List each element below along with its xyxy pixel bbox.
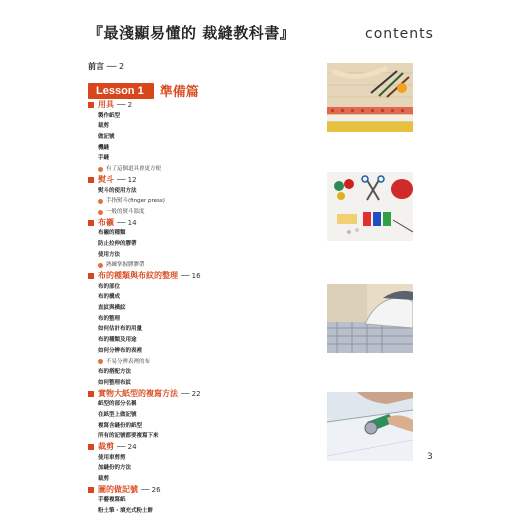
toc-section-label: 裁剪	[98, 442, 114, 451]
photo-cutting	[327, 392, 413, 461]
toc-item[interactable]: 複寫含縫份的紙型	[98, 422, 143, 429]
book-title: 『最淺顯易懂的 裁縫教科書』	[88, 24, 296, 42]
toc-item[interactable]: 布襯的種類	[98, 230, 126, 237]
photo-notions	[327, 172, 413, 241]
preface-page: ── 2	[106, 62, 125, 71]
lesson-header	[88, 81, 199, 100]
toc-section[interactable]	[88, 100, 298, 111]
square-bullet-icon	[88, 220, 94, 226]
toc-item[interactable]: 手縫	[98, 155, 110, 162]
toc-item[interactable]: 製作紙型	[98, 112, 121, 119]
toc-tip-label: 手指熨斗(finger press)	[106, 198, 165, 205]
toc-item[interactable]: 布的部位	[98, 283, 121, 290]
toc-item[interactable]: 如何分辨布的表裡	[98, 347, 143, 354]
square-bullet-icon	[88, 487, 94, 493]
toc-item[interactable]: 使用車剪剪	[98, 454, 126, 461]
dot-bullet-icon	[98, 199, 103, 204]
toc-section[interactable]	[88, 389, 298, 400]
toc-section[interactable]	[88, 442, 298, 453]
toc-section-label: 布的種類與布紋的整理	[98, 271, 178, 280]
toc-item[interactable]: 粉土筆・填充式粉土餅	[98, 508, 154, 515]
toc-section-page: ── 16	[181, 272, 201, 280]
toc-section-page: ── 24	[117, 443, 137, 451]
toc-tip	[88, 164, 298, 175]
toc-item[interactable]: 做記號	[98, 134, 115, 141]
toc-item[interactable]: 紙型的部分名稱	[98, 401, 137, 408]
toc-section-label: 圖的做記號	[98, 484, 138, 494]
square-bullet-icon	[88, 391, 94, 397]
toc-item[interactable]: 加縫份的方法	[98, 465, 132, 472]
table-of-contents	[88, 100, 298, 517]
toc-section-page: ── 14	[117, 218, 137, 227]
toc-item[interactable]: 布的搭配方法	[98, 369, 132, 376]
toc-section-label: 熨斗	[98, 174, 114, 184]
toc-item[interactable]: 裁剪	[98, 123, 110, 130]
square-bullet-icon	[88, 273, 94, 279]
toc-item[interactable]: 所有的記號都要複寫下來	[98, 433, 159, 440]
square-bullet-icon	[88, 444, 94, 450]
toc-tip-label: 一般的熨斗溫度	[106, 208, 145, 215]
toc-section-label: 用具	[98, 100, 114, 109]
toc-item[interactable]: 防止拉伸的膠帶	[98, 240, 137, 247]
toc-item[interactable]: 熨斗的使用方法	[98, 187, 137, 194]
preface-entry[interactable]	[88, 61, 124, 72]
dot-bullet-icon	[98, 167, 103, 172]
toc-tip-label: 熟練掌握膠膠帶	[106, 262, 145, 269]
preface-label: 前言	[88, 62, 104, 71]
dot-bullet-icon	[98, 263, 103, 268]
page-number: 3	[427, 452, 433, 462]
lesson-tag: Lesson 1	[88, 83, 154, 99]
toc-item[interactable]: 使用方法	[98, 251, 121, 258]
toc-item[interactable]: 布的種類及用途	[98, 337, 137, 344]
toc-item[interactable]: 機縫	[98, 144, 110, 151]
toc-section[interactable]	[88, 485, 298, 496]
toc-item[interactable]: 直紋與橫紋	[98, 305, 126, 312]
dot-bullet-icon	[98, 359, 103, 364]
toc-tip	[88, 196, 298, 207]
square-bullet-icon	[88, 102, 94, 108]
toc-tip-label: 不易分辨表裡的布	[106, 358, 151, 365]
toc-item[interactable]: 如何估計布的用量	[98, 326, 143, 333]
toc-section-page: ── 2	[117, 101, 133, 109]
toc-item[interactable]: 手藝複寫紙	[98, 497, 126, 504]
toc-section[interactable]	[88, 175, 298, 186]
dot-bullet-icon	[98, 210, 103, 215]
toc-section-page: ── 22	[181, 389, 201, 398]
lesson-title: 準備篇	[159, 85, 199, 100]
toc-section-label: 布襯	[98, 217, 114, 227]
square-bullet-icon	[88, 177, 94, 183]
toc-item[interactable]: 布的構成	[98, 294, 121, 301]
toc-item[interactable]: 裁剪	[98, 476, 110, 483]
contents-heading: contents	[365, 26, 434, 42]
toc-tip	[88, 260, 298, 271]
toc-section[interactable]	[88, 271, 298, 282]
toc-section[interactable]	[88, 218, 298, 229]
toc-tip	[88, 357, 298, 368]
photo-iron	[327, 284, 413, 353]
toc-section-page: ── 12	[117, 175, 137, 184]
toc-tip	[88, 207, 298, 218]
toc-item[interactable]: 布的整理	[98, 315, 121, 322]
photo-sewing-tools	[327, 63, 413, 132]
toc-section-label: 實物大紙型的複寫方法	[98, 388, 178, 398]
toc-item[interactable]: 如何整理布紋	[98, 379, 132, 386]
toc-item[interactable]: 在紙型上做記號	[98, 411, 137, 418]
toc-tip-label: 有了這個道具會更方便	[106, 166, 162, 173]
toc-section-page: ── 26	[141, 485, 161, 494]
